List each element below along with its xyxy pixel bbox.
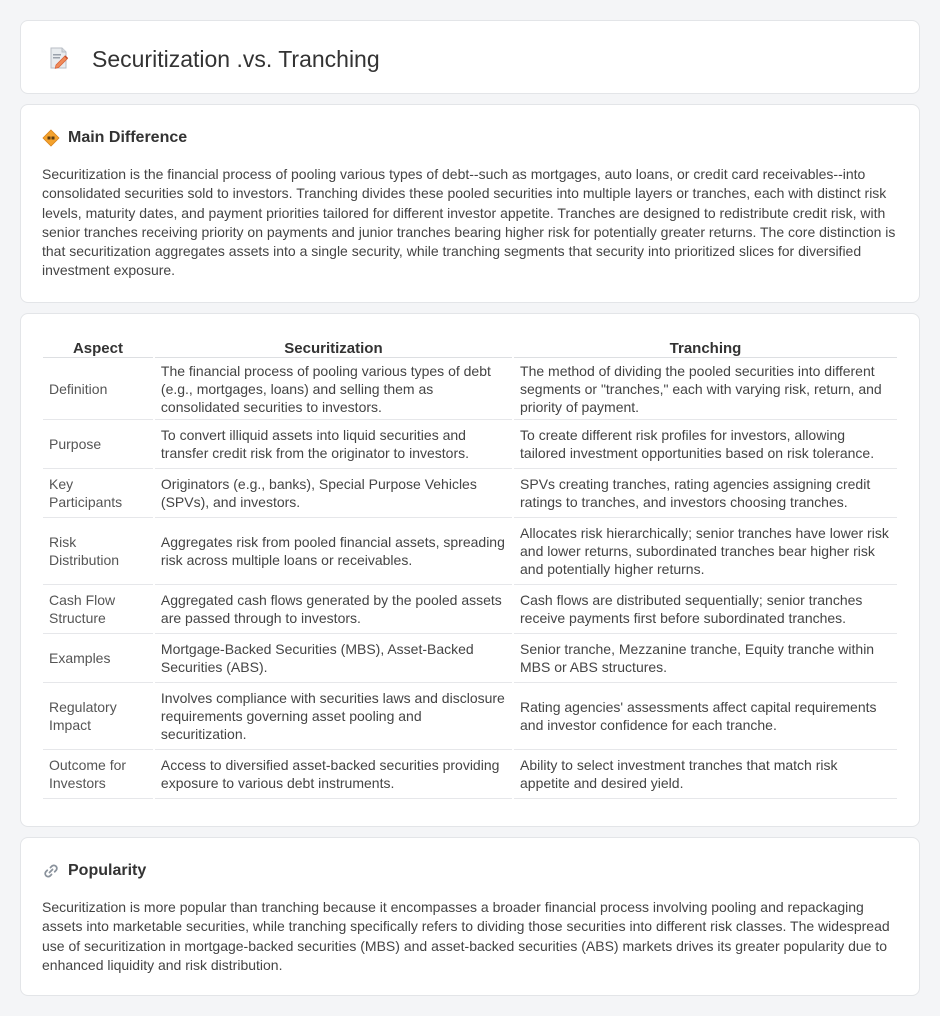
- link-icon: [42, 862, 60, 880]
- row-tranching: SPVs creating tranches, rating agencies assigning credit ratings to tranches, and investors choosing tranches.: [514, 469, 897, 518]
- table-row: [43, 420, 897, 469]
- header-card: [20, 20, 920, 94]
- row-securitization: Mortgage-Backed Securities (MBS), Asset-Backed Securities (ABS).: [155, 634, 512, 683]
- row-aspect: Definition: [43, 358, 153, 420]
- row-tranching: Senior tranche, Mezzanine tranche, Equity tranche within MBS or ABS structures.: [514, 634, 897, 683]
- table-row: [43, 469, 897, 518]
- row-tranching: Allocates risk hierarchically; senior tranches have lower risk and lower returns, subordinated tranches bear higher risk and potentially higher returns.: [514, 518, 897, 585]
- header-tranching: Tranching: [514, 334, 897, 358]
- table-row: [43, 358, 897, 420]
- row-securitization: Involves compliance with securities laws and disclosure requirements governing asset pooling and securitization.: [155, 683, 512, 750]
- row-securitization: Access to diversified asset-backed securities providing exposure to various debt instruments.: [155, 750, 512, 799]
- row-securitization: Originators (e.g., banks), Special Purpose Vehicles (SPVs), and investors.: [155, 469, 512, 518]
- comparison-table: [41, 334, 899, 799]
- row-aspect: Risk Distribution: [43, 518, 153, 585]
- document-edit-icon: [47, 46, 71, 70]
- diamond-diff-icon: [42, 129, 60, 147]
- row-aspect: Purpose: [43, 420, 153, 469]
- row-aspect: Key Participants: [43, 469, 153, 518]
- table-row: [43, 585, 897, 634]
- row-tranching: Ability to select investment tranches that match risk appetite and desired yield.: [514, 750, 897, 799]
- row-tranching: Cash flows are distributed sequentially; senior tranches receive payments first before subordinated tranches.: [514, 585, 897, 634]
- row-aspect: Examples: [43, 634, 153, 683]
- header-securitization: Securitization: [155, 334, 512, 358]
- table-row: [43, 518, 897, 585]
- table-row: [43, 683, 897, 750]
- popularity-title: Popularity: [68, 862, 147, 879]
- header-aspect: Aspect: [43, 334, 153, 358]
- row-securitization: Aggregated cash flows generated by the pooled assets are passed through to investors.: [155, 585, 512, 634]
- main-difference-card: [20, 104, 920, 303]
- page-title: Securitization .vs. Tranching: [92, 46, 380, 72]
- row-tranching: To create different risk profiles for investors, allowing tailored investment opportunities based on risk tolerance.: [514, 420, 897, 469]
- row-tranching: The method of dividing the pooled securities into different segments or "tranches," each with varying risk, return, and priority of payment.: [514, 358, 897, 420]
- main-difference-title: Main Difference: [68, 129, 188, 146]
- table-row: [43, 750, 897, 799]
- popularity-heading: [42, 860, 146, 882]
- main-difference-heading: [42, 127, 187, 149]
- row-securitization: Aggregates risk from pooled financial assets, spreading risk across multiple loans or receivables.: [155, 518, 512, 585]
- table-row: [43, 634, 897, 683]
- main-difference-text: Securitization is the financial process of pooling various types of debt--such as mortgages, auto loans, or credit card receivables--into consolidated securities sold to investors. Tranching divides these pooled securities into multiple layers or tranches, each with distinct risk levels, maturity dates, and payment priorities tailored for different investor appetite. Tranches are designed to redistribute credit risk, with senior tranches receiving priority on payments and junior tranches bearing higher risk for potentially greater returns. The core distinction is that securitization aggregates assets into a single security, while tranching segments that security into prioritized slices for diversified investment exposure.: [42, 166, 896, 279]
- row-aspect: Cash Flow Structure: [43, 585, 153, 634]
- row-securitization: The financial process of pooling various types of debt (e.g., mortgages, loans) and selling them as consolidated securities to investors.: [155, 358, 512, 420]
- table-header-row: [43, 334, 897, 358]
- row-securitization: To convert illiquid assets into liquid securities and transfer credit risk from the originator to investors.: [155, 420, 512, 469]
- row-aspect: Outcome for Investors: [43, 750, 153, 799]
- popularity-text: Securitization is more popular than tranching because it encompasses a broader financial process involving pooling and repackaging assets into marketable securities, while tranching specifically refers to dividing those securities into different risk classes. The widespread use of securitization in mortgage-backed securities (MBS) and asset-backed securities (ABS) markets drives its greater popularity due to enhanced liquidity and risk distribution.: [42, 899, 890, 973]
- popularity-card: [20, 837, 920, 996]
- row-aspect: Regulatory Impact: [43, 683, 153, 750]
- comparison-card: [20, 313, 920, 827]
- row-tranching: Rating agencies' assessments affect capital requirements and investor confidence for each tranche.: [514, 683, 897, 750]
